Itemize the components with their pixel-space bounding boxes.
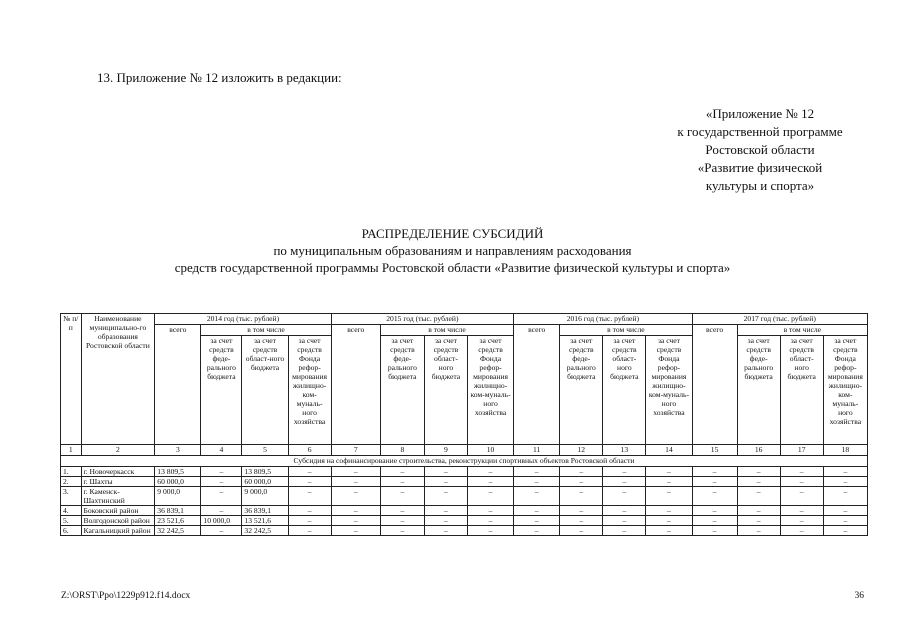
value-cell: – <box>737 467 780 477</box>
title-line-3: средств государственной программы Ростовской области «Развитие физической культуры и спорта» <box>174 260 731 275</box>
header-fund: за счет средств Фонда рефор-мирования жилищно-ком-муналь-ного хозяйства <box>288 336 331 445</box>
value-cell: – <box>424 526 467 536</box>
column-number: 2 <box>81 445 155 456</box>
header-fund: за счет средств Фонда рефор-мирования жилищно-ком-муналь-ного хозяйства <box>646 336 692 445</box>
value-cell: – <box>288 526 331 536</box>
table-row <box>61 516 868 526</box>
value-cell: – <box>603 467 646 477</box>
value-cell: – <box>560 487 603 506</box>
appendix-line: «Приложение № 12 <box>705 106 815 121</box>
value-cell: – <box>823 467 867 477</box>
value-cell: – <box>288 467 331 477</box>
column-number: 7 <box>331 445 380 456</box>
value-cell: – <box>424 477 467 487</box>
value-cell: 13 809,5 <box>155 467 201 477</box>
value-cell: – <box>692 516 737 526</box>
column-number: 8 <box>380 445 424 456</box>
value-cell: – <box>823 526 867 536</box>
value-cell: – <box>560 516 603 526</box>
header-regional: за счет средств област-ного бюджета <box>424 336 467 445</box>
value-cell: – <box>560 477 603 487</box>
column-number: 14 <box>646 445 692 456</box>
value-cell: – <box>603 516 646 526</box>
column-number: 3 <box>155 445 201 456</box>
header-num: № п/п <box>61 314 82 445</box>
header-name: Наименование муниципально-го образования Ростовской области <box>81 314 155 445</box>
column-number: 5 <box>242 445 288 456</box>
table-row <box>61 487 868 506</box>
table-row <box>61 526 868 536</box>
value-cell: 60 000,0 <box>155 477 201 487</box>
value-cell: – <box>288 487 331 506</box>
value-cell: – <box>692 526 737 536</box>
value-cell: – <box>823 477 867 487</box>
column-number: 11 <box>514 445 560 456</box>
column-number-row <box>61 445 868 456</box>
appendix-line: Ростовской области <box>705 142 815 157</box>
header-year: 2014 год (тыс. рублей) <box>155 314 331 325</box>
header-incl: в том числе <box>201 325 331 336</box>
municipality-name: г. Шахты <box>81 477 155 487</box>
value-cell: – <box>331 516 380 526</box>
value-cell: – <box>201 506 242 516</box>
column-number: 9 <box>424 445 467 456</box>
value-cell: – <box>692 467 737 477</box>
value-cell: – <box>780 516 823 526</box>
header-incl: в том числе <box>380 325 513 336</box>
value-cell: 36 839,1 <box>242 506 288 516</box>
column-number: 1 <box>61 445 82 456</box>
value-cell: 9 000,0 <box>155 487 201 506</box>
value-cell: – <box>646 516 692 526</box>
value-cell: – <box>603 487 646 506</box>
value-cell: – <box>603 526 646 536</box>
value-cell: – <box>646 487 692 506</box>
header-row-years <box>61 314 868 325</box>
value-cell: – <box>514 487 560 506</box>
page-number: 36 <box>854 591 864 601</box>
header-federal: за счет средств феде-рального бюджета <box>380 336 424 445</box>
section-row <box>61 456 868 467</box>
header-year: 2015 год (тыс. рублей) <box>331 314 514 325</box>
row-number: 3. <box>61 487 82 506</box>
value-cell: 32 242,5 <box>242 526 288 536</box>
value-cell: – <box>467 516 513 526</box>
value-cell: – <box>560 467 603 477</box>
column-number: 16 <box>737 445 780 456</box>
value-cell: – <box>514 516 560 526</box>
value-cell: – <box>646 467 692 477</box>
municipality-name: Боковский район <box>81 506 155 516</box>
value-cell: – <box>737 516 780 526</box>
header-incl: в том числе <box>560 325 692 336</box>
header-incl: в том числе <box>737 325 867 336</box>
value-cell: – <box>424 516 467 526</box>
value-cell: – <box>514 506 560 516</box>
value-cell: – <box>380 506 424 516</box>
value-cell: – <box>424 506 467 516</box>
value-cell: – <box>201 526 242 536</box>
value-cell: – <box>560 526 603 536</box>
value-cell: – <box>737 506 780 516</box>
value-cell: – <box>780 487 823 506</box>
value-cell: 36 839,1 <box>155 506 201 516</box>
header-year: 2017 год (тыс. рублей) <box>692 314 867 325</box>
value-cell: – <box>201 487 242 506</box>
appendix-heading <box>620 105 900 195</box>
value-cell: – <box>780 526 823 536</box>
municipality-name: г. Каменск-Шахтинский <box>81 487 155 506</box>
value-cell: – <box>646 526 692 536</box>
row-number: 2. <box>61 477 82 487</box>
header-federal: за счет средств феде-рального бюджета <box>560 336 603 445</box>
section-title: Субсидия на софинансирование строительства, реконструкции спортивных объектов Ростовской области <box>61 456 868 467</box>
value-cell: – <box>646 506 692 516</box>
value-cell: 23 521,6 <box>155 516 201 526</box>
value-cell: – <box>467 467 513 477</box>
value-cell: 10 000,0 <box>201 516 242 526</box>
column-number: 6 <box>288 445 331 456</box>
value-cell: – <box>380 487 424 506</box>
value-cell: 60 000,0 <box>242 477 288 487</box>
appendix-line: «Развитие физической <box>697 160 823 175</box>
value-cell: – <box>380 477 424 487</box>
value-cell: – <box>780 467 823 477</box>
value-cell: – <box>603 477 646 487</box>
value-cell: – <box>331 487 380 506</box>
file-path: Z:\ORST\Ppo\1229p912.f14.docx <box>61 591 191 601</box>
header-regional: за счет средств област-ного бюджета <box>603 336 646 445</box>
document-title <box>0 225 905 276</box>
header-regional: за счет средств област-ного бюджета <box>780 336 823 445</box>
value-cell: – <box>692 477 737 487</box>
value-cell: – <box>424 487 467 506</box>
value-cell: 9 000,0 <box>242 487 288 506</box>
column-number: 17 <box>780 445 823 456</box>
value-cell: – <box>737 487 780 506</box>
value-cell: – <box>380 526 424 536</box>
intro-text: 13. Приложение № 12 изложить в редакции: <box>97 70 342 85</box>
title-line-2: по муниципальным образованиям и направлениям расходования <box>273 243 632 258</box>
value-cell: – <box>560 506 603 516</box>
value-cell: – <box>514 477 560 487</box>
value-cell: – <box>288 506 331 516</box>
value-cell: – <box>737 526 780 536</box>
value-cell: – <box>288 516 331 526</box>
header-fund: за счет средств Фонда рефор-мирования жилищно-ком-муналь-ного хозяйства <box>467 336 513 445</box>
value-cell: – <box>823 487 867 506</box>
value-cell: – <box>380 516 424 526</box>
header-total: всего <box>331 325 380 445</box>
column-number: 15 <box>692 445 737 456</box>
column-number: 12 <box>560 445 603 456</box>
value-cell: 13 809,5 <box>242 467 288 477</box>
header-federal: за счет средств феде-рального бюджета <box>737 336 780 445</box>
row-number: 4. <box>61 506 82 516</box>
column-number: 18 <box>823 445 867 456</box>
value-cell: – <box>780 477 823 487</box>
appendix-line: к государственной программе <box>677 124 843 139</box>
value-cell: – <box>467 487 513 506</box>
row-number: 5. <box>61 516 82 526</box>
value-cell: – <box>424 467 467 477</box>
municipality-name: г. Новочеркасск <box>81 467 155 477</box>
value-cell: 13 521,6 <box>242 516 288 526</box>
row-number: 1. <box>61 467 82 477</box>
table-row <box>61 467 868 477</box>
value-cell: – <box>514 467 560 477</box>
value-cell: – <box>467 506 513 516</box>
value-cell: – <box>823 516 867 526</box>
appendix-line: культуры и спорта» <box>705 178 815 193</box>
header-total: всего <box>155 325 201 445</box>
value-cell: – <box>288 477 331 487</box>
column-number: 13 <box>603 445 646 456</box>
header-total: всего <box>514 325 560 445</box>
value-cell: – <box>692 487 737 506</box>
value-cell: – <box>201 467 242 477</box>
value-cell: – <box>467 477 513 487</box>
value-cell: – <box>823 506 867 516</box>
column-number: 10 <box>467 445 513 456</box>
value-cell: – <box>331 467 380 477</box>
value-cell: – <box>467 526 513 536</box>
table-row <box>61 477 868 487</box>
value-cell: – <box>331 477 380 487</box>
value-cell: – <box>780 506 823 516</box>
municipality-name: Волгодонской район <box>81 516 155 526</box>
value-cell: – <box>514 526 560 536</box>
title-line-1: РАСПРЕДЕЛЕНИЕ СУБСИДИЙ <box>361 226 544 241</box>
header-total: всего <box>692 325 737 445</box>
value-cell: – <box>603 506 646 516</box>
value-cell: – <box>737 477 780 487</box>
subsidy-table <box>60 313 868 536</box>
header-fund: за счет средств Фонда рефор-мирования жилищно-ком-муналь-ного хозяйства <box>823 336 867 445</box>
table-row <box>61 506 868 516</box>
row-number: 6. <box>61 526 82 536</box>
value-cell: 32 242,5 <box>155 526 201 536</box>
value-cell: – <box>646 477 692 487</box>
header-federal: за счет средств феде-рального бюджета <box>201 336 242 445</box>
value-cell: – <box>331 506 380 516</box>
value-cell: – <box>201 477 242 487</box>
value-cell: – <box>692 506 737 516</box>
municipality-name: Кагальницкий район <box>81 526 155 536</box>
header-year: 2016 год (тыс. рублей) <box>514 314 692 325</box>
column-number: 4 <box>201 445 242 456</box>
value-cell: – <box>380 467 424 477</box>
header-row-incl <box>61 325 868 336</box>
header-regional: за счет средств област-ного бюджета <box>242 336 288 445</box>
value-cell: – <box>331 526 380 536</box>
